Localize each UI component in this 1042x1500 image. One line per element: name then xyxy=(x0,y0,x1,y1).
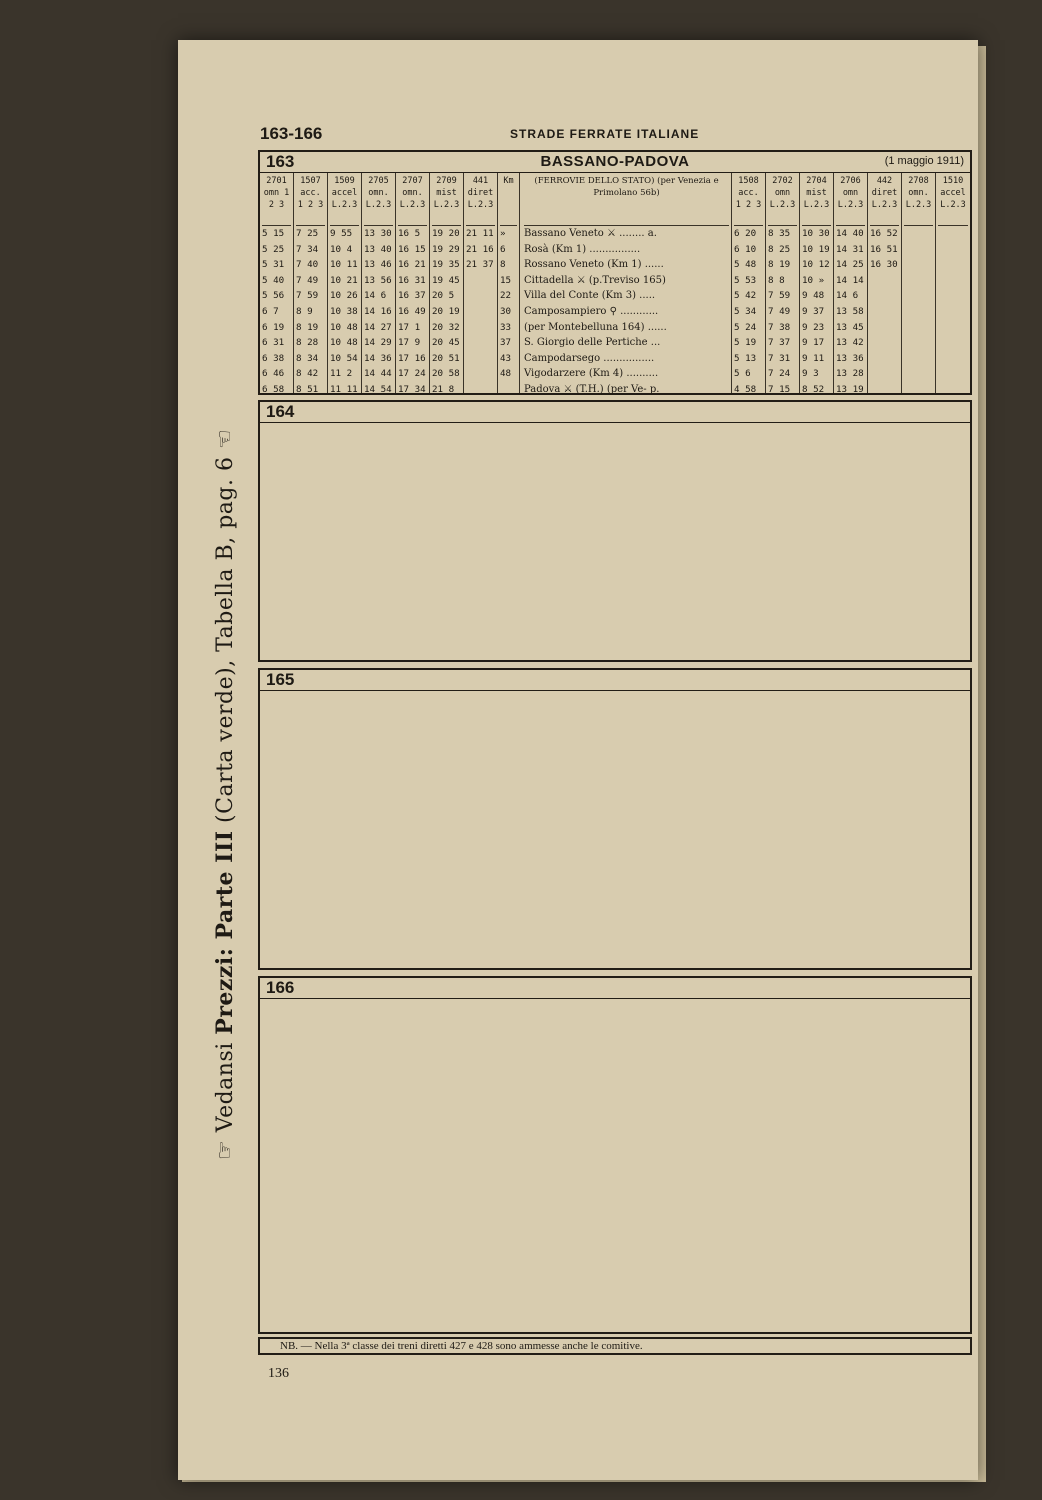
train-column xyxy=(430,173,464,394)
table-cell: 16 21 xyxy=(398,259,426,271)
table-cell: 14 54 xyxy=(364,383,392,394)
table-cell: 16 37 xyxy=(398,290,426,302)
table-cell: 13 45 xyxy=(836,321,864,333)
table-cell: 14 25 xyxy=(836,259,864,271)
table-cell: 14 14 xyxy=(836,274,864,286)
column-header: 2706 omn L.2.3 xyxy=(836,175,865,226)
table-cell: 21 11 xyxy=(466,228,494,239)
table-cell: Vigodarzere (Km 4) .......... xyxy=(524,368,659,380)
column-header: 1510 accel L.2.3 xyxy=(938,175,968,226)
stations-column xyxy=(520,173,732,394)
table-cell: 16 49 xyxy=(398,305,426,317)
section-number: 166 xyxy=(266,978,295,997)
table-cell: 17 16 xyxy=(398,352,426,364)
table-cell: 21 16 xyxy=(466,243,494,255)
table-cell: 10 48 xyxy=(330,321,358,333)
table-cell: 10 4 xyxy=(330,243,353,255)
table-cell: Campodarsego ................ xyxy=(524,352,655,364)
table-cell: 8 xyxy=(500,259,506,271)
table-cell: 16 5 xyxy=(398,228,421,239)
table-cell: Rosà (Km 1) ................ xyxy=(524,243,641,255)
timetable-grid xyxy=(260,173,970,394)
margin-note-rest: (Carta verde), Tabella B, pag. 6 ☜ xyxy=(213,428,238,831)
table-cell: 21 8 xyxy=(432,383,455,394)
column-header: 2702 omn L.2.3 xyxy=(768,175,797,226)
table-cell: 8 19 xyxy=(296,321,319,333)
table-cell: 43 xyxy=(500,352,512,364)
table-cell: 14 36 xyxy=(364,352,392,364)
table-cell: 10 » xyxy=(802,274,825,286)
running-header xyxy=(260,124,970,146)
table-cell: Cittadella ⚔ (p.Treviso 165) xyxy=(524,274,666,286)
table-cell: 4 58 xyxy=(734,383,757,394)
table-cell: 9 55 xyxy=(330,228,353,239)
table-cell: 20 51 xyxy=(432,352,460,364)
train-column xyxy=(260,173,294,394)
page-range: 163-166 xyxy=(260,124,323,143)
table-cell: 17 24 xyxy=(398,368,426,380)
table-cell: 6 xyxy=(500,243,506,255)
table-cell: 16 31 xyxy=(398,274,426,286)
table-cell: 13 42 xyxy=(836,337,864,349)
km-column xyxy=(498,173,520,394)
table-cell: 8 9 xyxy=(296,305,313,317)
table-cell: 6 20 xyxy=(734,228,757,239)
table-cell: 8 51 xyxy=(296,383,319,394)
table-cell: 8 19 xyxy=(768,259,791,271)
table-cell: 14 44 xyxy=(364,368,392,380)
column-header: 1507 acc. 1 2 3 xyxy=(296,175,325,226)
table-cell: 6 38 xyxy=(262,352,285,364)
table-cell: 7 59 xyxy=(296,290,319,302)
column-header: 1509 accel L.2.3 xyxy=(330,175,359,226)
table-cell: 14 6 xyxy=(364,290,387,302)
section-number: 163 xyxy=(266,152,295,171)
section-header xyxy=(260,978,970,999)
table-cell: 6 31 xyxy=(262,337,285,349)
table-cell: 9 11 xyxy=(802,352,825,364)
column-header: (FERROVIE DELLO STATO) (per Venezia e Primolano 56b) xyxy=(524,175,729,226)
table-cell: 7 38 xyxy=(768,321,791,333)
table-cell: 5 6 xyxy=(734,368,751,380)
table-cell: 16 30 xyxy=(870,259,898,271)
section-number: 165 xyxy=(266,670,295,689)
timetable-165 xyxy=(258,668,972,970)
table-cell: 22 xyxy=(500,290,512,302)
section-header xyxy=(260,670,970,691)
table-cell: S. Giorgio delle Pertiche ... xyxy=(524,337,661,349)
table-cell: 7 59 xyxy=(768,290,791,302)
column-header: 2701 omn 1 2 3 xyxy=(262,175,291,226)
table-cell: 19 45 xyxy=(432,274,460,286)
table-cell: 5 25 xyxy=(262,243,285,255)
table-cell: 10 19 xyxy=(802,243,830,255)
table-cell: 14 29 xyxy=(364,337,392,349)
train-column xyxy=(766,173,800,394)
column-header: 1508 acc. 1 2 3 xyxy=(734,175,763,226)
table-cell: 11 11 xyxy=(330,383,358,394)
table-cell: 8 25 xyxy=(768,243,791,255)
table-cell: 14 40 xyxy=(836,228,864,239)
timetable-166 xyxy=(258,976,972,1334)
table-cell: 19 20 xyxy=(432,228,460,239)
table-cell: 9 48 xyxy=(802,290,825,302)
table-cell: 8 42 xyxy=(296,368,319,380)
table-cell: 7 37 xyxy=(768,337,791,349)
table-cell: 13 36 xyxy=(836,352,864,364)
column-header: 2708 omn. L.2.3 xyxy=(904,175,933,226)
table-cell: 10 38 xyxy=(330,305,358,317)
table-cell: 5 34 xyxy=(734,305,757,317)
table-cell: 48 xyxy=(500,368,512,380)
table-cell: 7 49 xyxy=(768,305,791,317)
train-column xyxy=(362,173,396,394)
table-cell: 7 25 xyxy=(296,228,319,239)
footnote: NB. — Nella 3ª classe dei treni diretti 427 e 428 sono ammesse anche le comitive. xyxy=(258,1337,972,1355)
train-column xyxy=(936,173,970,394)
table-cell: 11 2 xyxy=(330,368,353,380)
running-title: STRADE FERRATE ITALIANE xyxy=(510,127,700,141)
train-column xyxy=(396,173,430,394)
table-cell: Rossano Veneto (Km 1) ...... xyxy=(524,259,664,271)
section-header xyxy=(260,402,970,423)
margin-note-prefix: ☞ Vedansi xyxy=(213,1034,238,1160)
table-cell: Camposampiero ⚲ ............ xyxy=(524,305,659,317)
section-title: BASSANO-PADOVA xyxy=(540,153,690,170)
train-column xyxy=(868,173,902,394)
table-cell: 10 12 xyxy=(802,259,830,271)
margin-note-bold: Prezzi: Parte III xyxy=(212,830,238,1035)
table-cell: 37 xyxy=(500,337,512,349)
table-cell: 20 19 xyxy=(432,305,460,317)
table-cell: 14 31 xyxy=(836,243,864,255)
table-cell: 10 54 xyxy=(330,352,358,364)
table-cell: 19 35 xyxy=(432,259,460,271)
column-header: 441 diret L.2.3 xyxy=(466,175,495,226)
table-cell: 6 58 xyxy=(262,383,285,394)
column-header: Km xyxy=(500,175,517,226)
table-cell: 5 13 xyxy=(734,352,757,364)
table-cell: 5 48 xyxy=(734,259,757,271)
table-cell: 6 10 xyxy=(734,243,757,255)
table-cell: 6 7 xyxy=(262,305,279,317)
timetable-164 xyxy=(258,400,972,662)
table-cell: Villa del Conte (Km 3) ..... xyxy=(524,290,656,302)
table-cell: 15 xyxy=(500,274,512,286)
table-cell: 19 29 xyxy=(432,243,460,255)
table-cell: Padova ⚔ (T.H.) (per Ve- p. xyxy=(524,383,660,394)
table-cell: 10 26 xyxy=(330,290,358,302)
table-cell: 5 40 xyxy=(262,274,285,286)
table-cell: 20 45 xyxy=(432,337,460,349)
table-cell: 20 5 xyxy=(432,290,455,302)
section-date: (1 maggio 1911) xyxy=(884,155,964,167)
table-cell: 13 40 xyxy=(364,243,392,255)
table-cell: 5 24 xyxy=(734,321,757,333)
table-cell: 9 37 xyxy=(802,305,825,317)
table-cell: 8 8 xyxy=(768,274,785,286)
table-cell: 13 19 xyxy=(836,383,864,394)
table-cell: 13 56 xyxy=(364,274,392,286)
table-cell: 16 15 xyxy=(398,243,426,255)
table-cell: 7 49 xyxy=(296,274,319,286)
table-cell: 8 34 xyxy=(296,352,319,364)
table-cell: 21 37 xyxy=(466,259,494,271)
section-header xyxy=(260,152,970,173)
train-column xyxy=(834,173,868,394)
train-column xyxy=(294,173,328,394)
table-cell: 14 16 xyxy=(364,305,392,317)
section-number: 164 xyxy=(266,402,295,421)
table-cell: 17 9 xyxy=(398,337,421,349)
table-cell: 7 31 xyxy=(768,352,791,364)
table-cell: 8 28 xyxy=(296,337,319,349)
table-cell: 5 19 xyxy=(734,337,757,349)
table-cell: 20 58 xyxy=(432,368,460,380)
table-cell: 17 1 xyxy=(398,321,421,333)
table-cell: 5 31 xyxy=(262,259,285,271)
table-cell: 16 52 xyxy=(870,228,898,239)
table-cell: 7 24 xyxy=(768,368,791,380)
table-cell: 10 21 xyxy=(330,274,358,286)
train-column xyxy=(902,173,936,394)
table-cell: 9 23 xyxy=(802,321,825,333)
table-cell: 13 58 xyxy=(836,305,864,317)
table-cell: (per Montebelluna 164) ...... xyxy=(524,321,667,333)
column-header: 2704 mist L.2.3 xyxy=(802,175,831,226)
margin-note xyxy=(212,429,238,1160)
table-cell: 5 42 xyxy=(734,290,757,302)
table-cell: 7 40 xyxy=(296,259,319,271)
train-column xyxy=(464,173,498,394)
column-header: 2709 mist L.2.3 xyxy=(432,175,461,226)
table-cell: 14 6 xyxy=(836,290,859,302)
column-header: 442 diret L.2.3 xyxy=(870,175,899,226)
column-header: 2705 omn. L.2.3 xyxy=(364,175,393,226)
table-cell: » xyxy=(500,228,506,239)
train-column xyxy=(732,173,766,394)
table-cell: 5 53 xyxy=(734,274,757,286)
table-cell: 13 46 xyxy=(364,259,392,271)
table-cell: 6 46 xyxy=(262,368,285,380)
page-number: 136 xyxy=(268,1366,289,1381)
table-cell: 6 19 xyxy=(262,321,285,333)
table-cell: 8 52 xyxy=(802,383,825,394)
table-cell: 8 35 xyxy=(768,228,791,239)
table-cell: 30 xyxy=(500,305,512,317)
table-cell: 10 30 xyxy=(802,228,830,239)
table-cell: 5 56 xyxy=(262,290,285,302)
table-cell: 9 17 xyxy=(802,337,825,349)
train-column xyxy=(800,173,834,394)
table-cell: 13 30 xyxy=(364,228,392,239)
table-cell: 14 27 xyxy=(364,321,392,333)
table-cell: 9 3 xyxy=(802,368,819,380)
table-cell: 13 28 xyxy=(836,368,864,380)
table-cell: 7 15 xyxy=(768,383,791,394)
table-cell: 10 48 xyxy=(330,337,358,349)
table-cell: 16 51 xyxy=(870,243,898,255)
table-cell: 7 34 xyxy=(296,243,319,255)
train-column xyxy=(328,173,362,394)
column-header: 2707 omn. L.2.3 xyxy=(398,175,427,226)
timetable-163 xyxy=(258,150,972,395)
table-cell: 33 xyxy=(500,321,512,333)
table-cell: 10 11 xyxy=(330,259,358,271)
table-cell: 17 34 xyxy=(398,383,426,394)
table-cell: 5 15 xyxy=(262,228,285,239)
table-cell: 20 32 xyxy=(432,321,460,333)
table-cell: Bassano Veneto ⚔ ........ a. xyxy=(524,228,657,239)
